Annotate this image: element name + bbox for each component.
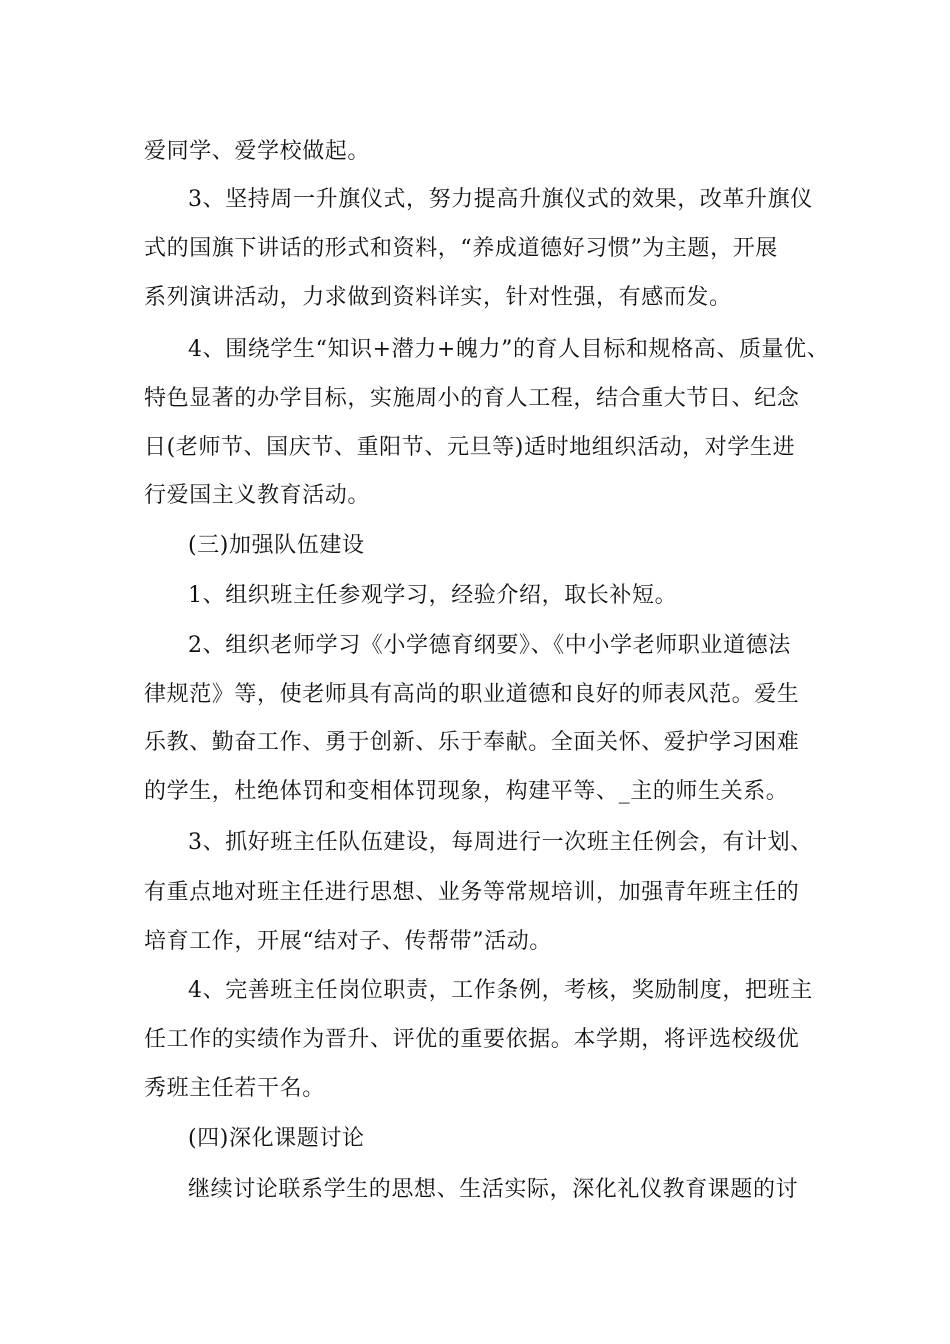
text-line: 秀班主任若干名。 [144, 1076, 325, 1101]
text-line: 的学生，杜绝体罚和变相体罚现象，构建平等、_主的师生关系。 [144, 779, 789, 804]
text-line-item-4: 4、围绕学生“知识+潜力+魄力”的育人目标和规格高、质量优、 [188, 337, 830, 362]
section-heading-3: (三)加强队伍建设 [188, 533, 365, 558]
text-line-item-3: 3、坚持周一升旗仪式，努力提高升旗仪式的效果，改革升旗仪 [188, 187, 813, 212]
text-line-item-1: 1、组织班主任参观学习，经验介绍，取长补短。 [188, 583, 678, 608]
text-line-continuation: 爱同学、爱学校做起。 [144, 139, 371, 164]
text-line: 乐教、勤奋工作、勇于创新、乐于奉献。全面关怀、爱护学习困难 [144, 730, 800, 755]
text-line: 日(老师节、国庆节、重阳节、元旦等)适时地组织活动，对学生进 [144, 435, 796, 460]
text-line: 式的国旗下讲话的形式和资料，“养成道德好习惯”为主题，开展 [144, 236, 778, 261]
section-heading-4: (四)深化课题讨论 [188, 1126, 365, 1151]
text-line: 任工作的实绩作为晋升、评优的重要依据。本学期，将评选校级优 [144, 1027, 800, 1052]
text-line: 系列演讲活动，力求做到资料详实，针对性强，有感而发。 [144, 285, 732, 310]
text-line: 特色显著的办学目标，实施周小的育人工程，结合重大节日、纪念 [144, 386, 800, 411]
text-line-item-4: 4、完善班主任岗位职责，工作条例，考核，奖励制度，把班主 [188, 978, 813, 1003]
text-line-item-3: 3、抓好班主任队伍建设，每周进行一次班主任例会，有计划、 [188, 830, 813, 855]
text-line: 律规范》等，使老师具有高尚的职业道德和良好的师表风范。爱生 [144, 682, 800, 707]
text-line: 培育工作，开展“结对子、传帮带”活动。 [144, 929, 552, 954]
text-line: 继续讨论联系学生的思想、生活实际，深化礼仪教育课题的讨 [188, 1177, 799, 1202]
text-line-item-2: 2、组织老师学习《小学德育纲要》、《中小学老师职业道德法 [188, 633, 791, 658]
text-line: 有重点地对班主任进行思想、业务等常规培训，加强青年班主任的 [144, 880, 800, 905]
text-line: 行爱国主义教育活动。 [144, 483, 371, 508]
